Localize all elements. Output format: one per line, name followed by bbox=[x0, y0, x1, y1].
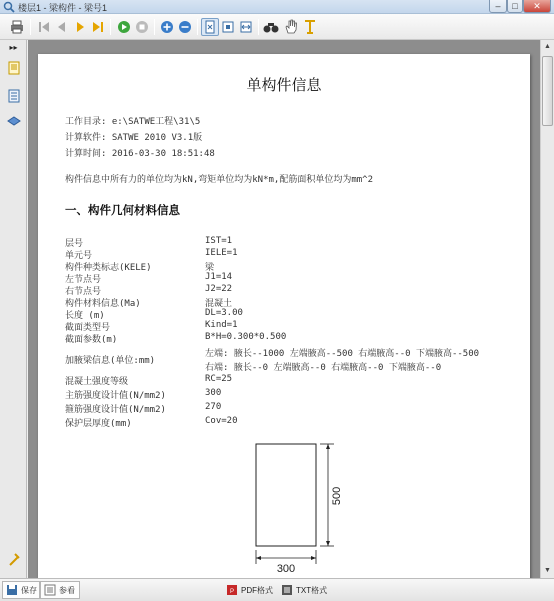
window-title: 楼层1 - 梁构件 - 梁号1 bbox=[18, 3, 108, 13]
prop-value: DL=3.00 bbox=[205, 308, 243, 318]
find-icon[interactable] bbox=[262, 18, 280, 36]
scroll-thumb[interactable] bbox=[542, 56, 553, 126]
title-bar bbox=[0, 0, 554, 14]
txt-label: TXT格式 bbox=[296, 585, 328, 595]
section-drawing bbox=[238, 438, 348, 578]
section-height-label: 500 bbox=[331, 486, 343, 506]
scroll-down-icon[interactable]: ▼ bbox=[544, 567, 551, 574]
prop-label: 截面参数(m) bbox=[65, 335, 118, 345]
layers-icon[interactable] bbox=[6, 114, 21, 129]
bottom-bar bbox=[0, 578, 554, 601]
txt-icon bbox=[281, 584, 293, 596]
prop-value: RC=25 bbox=[205, 374, 233, 384]
stop-icon[interactable] bbox=[133, 18, 151, 36]
prop-label: 混凝土强度等级 bbox=[65, 377, 129, 387]
save-icon bbox=[6, 584, 18, 596]
scroll-up-icon[interactable]: ▲ bbox=[544, 43, 551, 50]
toolbar bbox=[0, 14, 554, 40]
params-label: 参看 bbox=[59, 585, 75, 595]
prop-value: 混凝土 bbox=[205, 299, 233, 309]
zoom-in-icon[interactable] bbox=[158, 18, 176, 36]
page-thumbnail-icon[interactable] bbox=[6, 60, 21, 75]
pdf-label: PDF格式 bbox=[241, 585, 273, 595]
prop-label: 箍筋强度设计值(N/mm2) bbox=[65, 405, 166, 415]
info-line: 工作目录: e:\SATWE工程\31\5 bbox=[65, 117, 201, 127]
prev-page-icon[interactable] bbox=[53, 18, 71, 36]
units-note: 构件信息中所有力的单位均为kN,弯矩单位均为kN*m,配筋面积单位均为mm^2 bbox=[65, 175, 374, 185]
prop-label: 加腋梁信息(单位:mm) bbox=[65, 356, 156, 366]
prop-label: 长度 (m) bbox=[65, 311, 105, 321]
prop-value: 300 bbox=[205, 388, 222, 398]
prop-label: 层号 bbox=[65, 239, 84, 249]
prop-label: 单元号 bbox=[65, 251, 93, 261]
first-page-icon[interactable] bbox=[35, 18, 53, 36]
params-icon bbox=[44, 584, 56, 596]
svg-text:P: P bbox=[229, 589, 235, 595]
outline-icon[interactable] bbox=[6, 88, 21, 103]
minimize-button[interactable]: – bbox=[489, 0, 507, 13]
section-title: 一、构件几何材料信息 bbox=[65, 205, 180, 217]
section-width-label: 300 bbox=[276, 563, 296, 575]
txt-export-button[interactable] bbox=[281, 583, 327, 597]
prop-value: J1=14 bbox=[205, 272, 233, 282]
prop-value: Kind=1 bbox=[205, 320, 238, 330]
maximize-button[interactable]: □ bbox=[507, 0, 523, 13]
save-button[interactable] bbox=[6, 583, 37, 597]
fit-width-icon[interactable] bbox=[237, 18, 255, 36]
prop-value: IST=1 bbox=[205, 236, 233, 246]
hand-icon[interactable] bbox=[282, 18, 300, 36]
document-viewport bbox=[28, 40, 540, 578]
pdf-icon bbox=[226, 584, 238, 596]
page-title: 单构件信息 bbox=[246, 77, 322, 94]
prop-label: 主筋强度设计值(N/mm2) bbox=[65, 391, 166, 401]
left-panel bbox=[0, 40, 27, 578]
fit-page-icon[interactable] bbox=[201, 18, 219, 36]
document-page bbox=[38, 54, 530, 578]
prop-label: 构件材料信息(Ma) bbox=[65, 299, 141, 309]
prop-label: 截面类型号 bbox=[65, 323, 111, 333]
pin-icon[interactable] bbox=[6, 552, 21, 567]
info-line: 计算软件: SATWE 2010 V3.1版 bbox=[65, 133, 203, 143]
prop-value: J2=22 bbox=[205, 284, 233, 294]
prop-value: IELE=1 bbox=[205, 248, 238, 258]
pdf-export-button[interactable] bbox=[226, 583, 273, 597]
prop-label: 左节点号 bbox=[65, 275, 102, 285]
fit-whole-icon[interactable] bbox=[219, 18, 237, 36]
close-button[interactable]: ✕ bbox=[523, 0, 551, 13]
last-page-icon[interactable] bbox=[89, 18, 107, 36]
go-icon[interactable] bbox=[115, 18, 133, 36]
prop-value: 右端: 腋长--0 左端腋高--0 右端腋高--0 下端腋高--0 bbox=[205, 363, 442, 373]
prop-value: 左端: 腋长--1000 左端腋高--500 右端腋高--0 下端腋高--500 bbox=[205, 349, 480, 359]
save-label: 保存 bbox=[21, 585, 37, 595]
vertical-scrollbar[interactable] bbox=[540, 40, 554, 578]
next-page-icon[interactable] bbox=[71, 18, 89, 36]
params-button[interactable] bbox=[44, 583, 75, 597]
prop-label: 构件种类标志(KELE) bbox=[65, 263, 152, 273]
prop-value: B*H=0.300*0.500 bbox=[205, 332, 287, 342]
prop-value: 270 bbox=[205, 402, 222, 412]
expand-panel-icon[interactable]: ▸▸ bbox=[9, 42, 18, 52]
text-select-icon[interactable] bbox=[301, 18, 319, 36]
prop-value: 梁 bbox=[205, 263, 215, 273]
info-line: 计算时间: 2016-03-30 18:51:48 bbox=[65, 149, 215, 159]
print-icon[interactable] bbox=[8, 18, 26, 36]
prop-label: 右节点号 bbox=[65, 287, 102, 297]
zoom-out-icon[interactable] bbox=[176, 18, 194, 36]
prop-value: Cov=20 bbox=[205, 416, 238, 426]
prop-label: 保护层厚度(mm) bbox=[65, 419, 132, 429]
app-icon bbox=[3, 1, 15, 13]
